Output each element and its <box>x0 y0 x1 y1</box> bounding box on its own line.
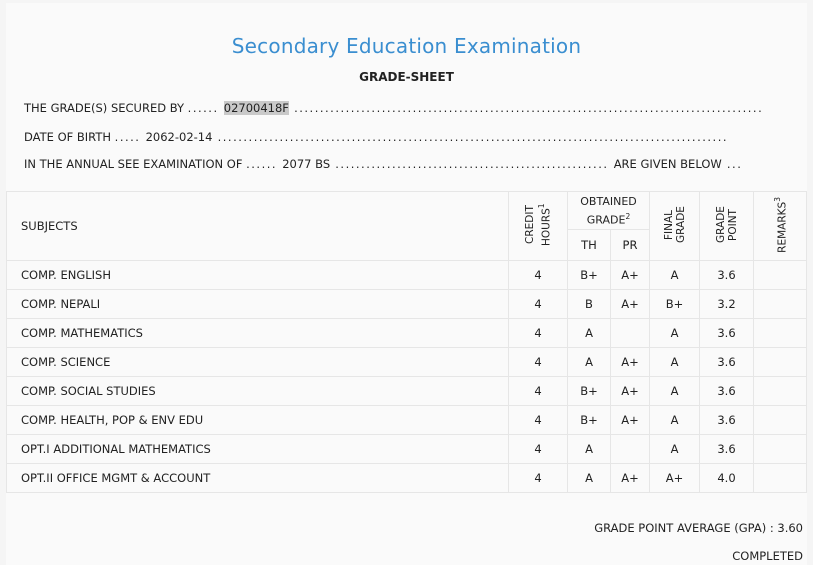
grade-point-cell: 3.2 <box>700 290 754 319</box>
grade-point-cell: 3.6 <box>700 319 754 348</box>
secured-by-line: THE GRADE(S) SECURED BY ...... 02700418F ........................................................................................... <box>24 101 764 115</box>
remarks-cell <box>754 406 807 435</box>
header-th: TH <box>568 230 611 261</box>
pr-grade-cell: A+ <box>611 348 650 377</box>
th-grade-cell: A <box>568 319 611 348</box>
final-grade-cell: A <box>650 348 700 377</box>
credit-cell: 4 <box>509 261 568 290</box>
header-obtained-grade: OBTAINED GRADE$^2$ <box>568 192 650 230</box>
table-row <box>7 319 807 348</box>
table-row <box>7 435 807 464</box>
remarks-cell <box>754 377 807 406</box>
credit-cell: 4 <box>509 290 568 319</box>
th-grade-cell: B <box>568 290 611 319</box>
exam-line: IN THE ANNUAL SEE EXAMINATION OF ...... 2077 BS ..................................................... ARE GIVEN BELOW ... <box>24 157 743 171</box>
table-row <box>7 261 807 290</box>
pr-grade-cell <box>611 435 650 464</box>
subject-cell: COMP. ENGLISH <box>7 261 509 290</box>
header-subjects: SUBJECTS <box>7 192 509 261</box>
pr-grade-cell: A+ <box>611 464 650 493</box>
th-grade-cell: B+ <box>568 377 611 406</box>
subject-cell: COMP. SOCIAL STUDIES <box>7 377 509 406</box>
remarks-cell <box>754 435 807 464</box>
gpa-value: 3.60 <box>777 521 803 535</box>
credit-cell: 4 <box>509 348 568 377</box>
header-remarks: REMARKS$^3$ <box>754 192 807 261</box>
subject-cell: COMP. MATHEMATICS <box>7 319 509 348</box>
final-grade-cell: B+ <box>650 290 700 319</box>
grades-table <box>6 191 807 493</box>
header-credit-hours: CREDIT HOURS$^1$ <box>509 192 568 261</box>
grade-point-cell: 3.6 <box>700 261 754 290</box>
exam-value: 2077 BS <box>282 157 331 171</box>
pr-grade-cell: A+ <box>611 406 650 435</box>
table-row <box>7 464 807 493</box>
secured-by-label: THE GRADE(S) SECURED BY <box>24 101 185 115</box>
table-row <box>7 290 807 319</box>
dob-line: DATE OF BIRTH ..... 2062-02-14 ................................................................................................... <box>24 130 729 144</box>
header-grade-point: GRADE POINT <box>700 192 754 261</box>
credit-cell: 4 <box>509 319 568 348</box>
header-pr: PR <box>611 230 650 261</box>
subject-cell: OPT.II OFFICE MGMT & ACCOUNT <box>7 464 509 493</box>
grade-point-cell: 3.6 <box>700 348 754 377</box>
final-grade-cell: A <box>650 319 700 348</box>
final-grade-cell: A+ <box>650 464 700 493</box>
pr-grade-cell: A+ <box>611 290 650 319</box>
credit-cell: 4 <box>509 435 568 464</box>
final-grade-cell: A <box>650 406 700 435</box>
subject-cell: COMP. SCIENCE <box>7 348 509 377</box>
pr-grade-cell: A+ <box>611 377 650 406</box>
remarks-cell <box>754 319 807 348</box>
th-grade-cell: A <box>568 348 611 377</box>
grade-point-cell: 3.6 <box>700 377 754 406</box>
final-grade-cell: A <box>650 261 700 290</box>
subject-cell: OPT.I ADDITIONAL MATHEMATICS <box>7 435 509 464</box>
th-grade-cell: A <box>568 435 611 464</box>
subject-cell: COMP. HEALTH, POP & ENV EDU <box>7 406 509 435</box>
pr-grade-cell: A+ <box>611 261 650 290</box>
th-grade-cell: B+ <box>568 406 611 435</box>
header-final-grade: FINAL GRADE <box>650 192 700 261</box>
table-row <box>7 377 807 406</box>
page-subtitle: GRADE-SHEET <box>359 70 454 84</box>
credit-cell: 4 <box>509 406 568 435</box>
credit-cell: 4 <box>509 377 568 406</box>
remarks-cell <box>754 261 807 290</box>
final-grade-cell: A <box>650 435 700 464</box>
final-grade-cell: A <box>650 377 700 406</box>
grade-point-cell: 4.0 <box>700 464 754 493</box>
th-grade-cell: B+ <box>568 261 611 290</box>
table-row <box>7 406 807 435</box>
table-row <box>7 348 807 377</box>
remarks-cell <box>754 348 807 377</box>
credit-cell: 4 <box>509 464 568 493</box>
gpa-line <box>594 521 803 535</box>
exam-label: IN THE ANNUAL SEE EXAMINATION OF <box>24 157 243 171</box>
remarks-cell <box>754 464 807 493</box>
remarks-cell <box>754 290 807 319</box>
dob-value: 2062-02-14 <box>145 130 213 144</box>
status-text: COMPLETED <box>732 549 803 563</box>
subject-cell: COMP. NEPALI <box>7 290 509 319</box>
pr-grade-cell <box>611 319 650 348</box>
exam-suffix: ARE GIVEN BELOW <box>613 157 722 171</box>
grade-point-cell: 3.6 <box>700 406 754 435</box>
dob-label: DATE OF BIRTH <box>24 130 112 144</box>
grade-point-cell: 3.6 <box>700 435 754 464</box>
gpa-label: GRADE POINT AVERAGE (GPA) : <box>594 521 774 535</box>
secured-by-value[interactable]: 02700418F <box>223 101 289 115</box>
th-grade-cell: A <box>568 464 611 493</box>
page-title: Secondary Education Examination <box>231 34 582 58</box>
